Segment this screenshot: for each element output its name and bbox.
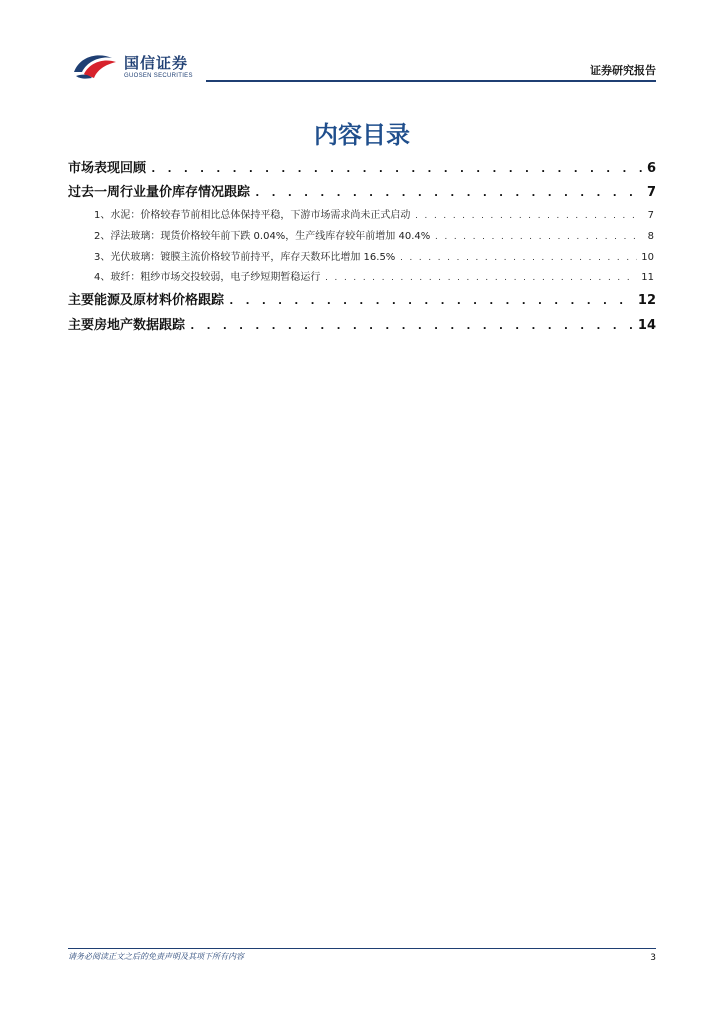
toc-page-number: 6 bbox=[646, 161, 656, 176]
page-number: 3 bbox=[650, 953, 656, 963]
guosen-logo-icon bbox=[72, 50, 118, 80]
footer-disclaimer: 请务必阅读正文之后的免责声明及其项下所有内容 bbox=[68, 952, 244, 961]
toc-subentry-cement[interactable] bbox=[94, 206, 654, 221]
toc-entry-label: 主要能源及原材料价格跟踪 bbox=[68, 293, 225, 308]
toc-page-number: 14 bbox=[637, 318, 656, 333]
toc-entry-label: 3、光伏玻璃：镀膜主流价格较节前持平，库存天数环比增加 16.5% bbox=[94, 252, 396, 263]
toc-entry-market-review[interactable] bbox=[68, 157, 656, 176]
toc-page-number: 7 bbox=[646, 185, 656, 200]
toc-entry-real-estate[interactable] bbox=[68, 314, 656, 333]
toc-entry-energy-materials[interactable] bbox=[68, 289, 656, 308]
toc-leader-dots bbox=[189, 319, 634, 332]
report-type-label: 证券研究报告 bbox=[590, 64, 656, 77]
footer-divider bbox=[68, 948, 656, 949]
toc-leader-dots bbox=[150, 162, 642, 175]
toc-page-number: 8 bbox=[647, 231, 654, 242]
toc-leader-dots bbox=[324, 274, 637, 282]
logo-english-name: GUOSEN SECURITIES bbox=[124, 73, 193, 79]
toc-leader-dots bbox=[399, 254, 637, 262]
toc-page-number: 12 bbox=[637, 293, 656, 308]
toc-entry-label: 2、浮法玻璃：现货价格较年前下跌 0.04%，生产线库存较年前增加 40.4% bbox=[94, 231, 431, 242]
toc-leader-dots bbox=[434, 233, 640, 241]
toc-entry-label: 过去一周行业量价库存情况跟踪 bbox=[68, 185, 251, 200]
toc-page-number: 10 bbox=[641, 252, 654, 263]
company-logo bbox=[72, 48, 212, 84]
toc-entry-label: 4、玻纤：粗纱市场交投较弱，电子纱短期暂稳运行 bbox=[94, 272, 321, 283]
toc-page-number: 11 bbox=[641, 272, 654, 283]
toc-entry-label: 市场表现回顾 bbox=[68, 161, 147, 176]
toc-subentry-pv-glass[interactable] bbox=[94, 248, 654, 263]
logo-chinese-name: 国信证券 bbox=[124, 54, 189, 72]
toc-entry-label: 1、水泥：价格较春节前相比总体保持平稳，下游市场需求尚未正式启动 bbox=[94, 210, 411, 221]
toc-entry-weekly-tracking[interactable] bbox=[68, 181, 656, 200]
toc-subentry-glass-fiber[interactable] bbox=[94, 268, 654, 283]
header-divider bbox=[206, 80, 656, 82]
toc-leader-dots bbox=[254, 186, 642, 199]
toc-entry-label: 主要房地产数据跟踪 bbox=[68, 318, 186, 333]
toc-leader-dots bbox=[414, 212, 640, 220]
toc-title: 内容目录 bbox=[314, 121, 410, 149]
toc-leader-dots bbox=[228, 294, 634, 307]
toc-page-number: 7 bbox=[647, 210, 654, 221]
toc-subentry-float-glass[interactable] bbox=[94, 227, 654, 242]
